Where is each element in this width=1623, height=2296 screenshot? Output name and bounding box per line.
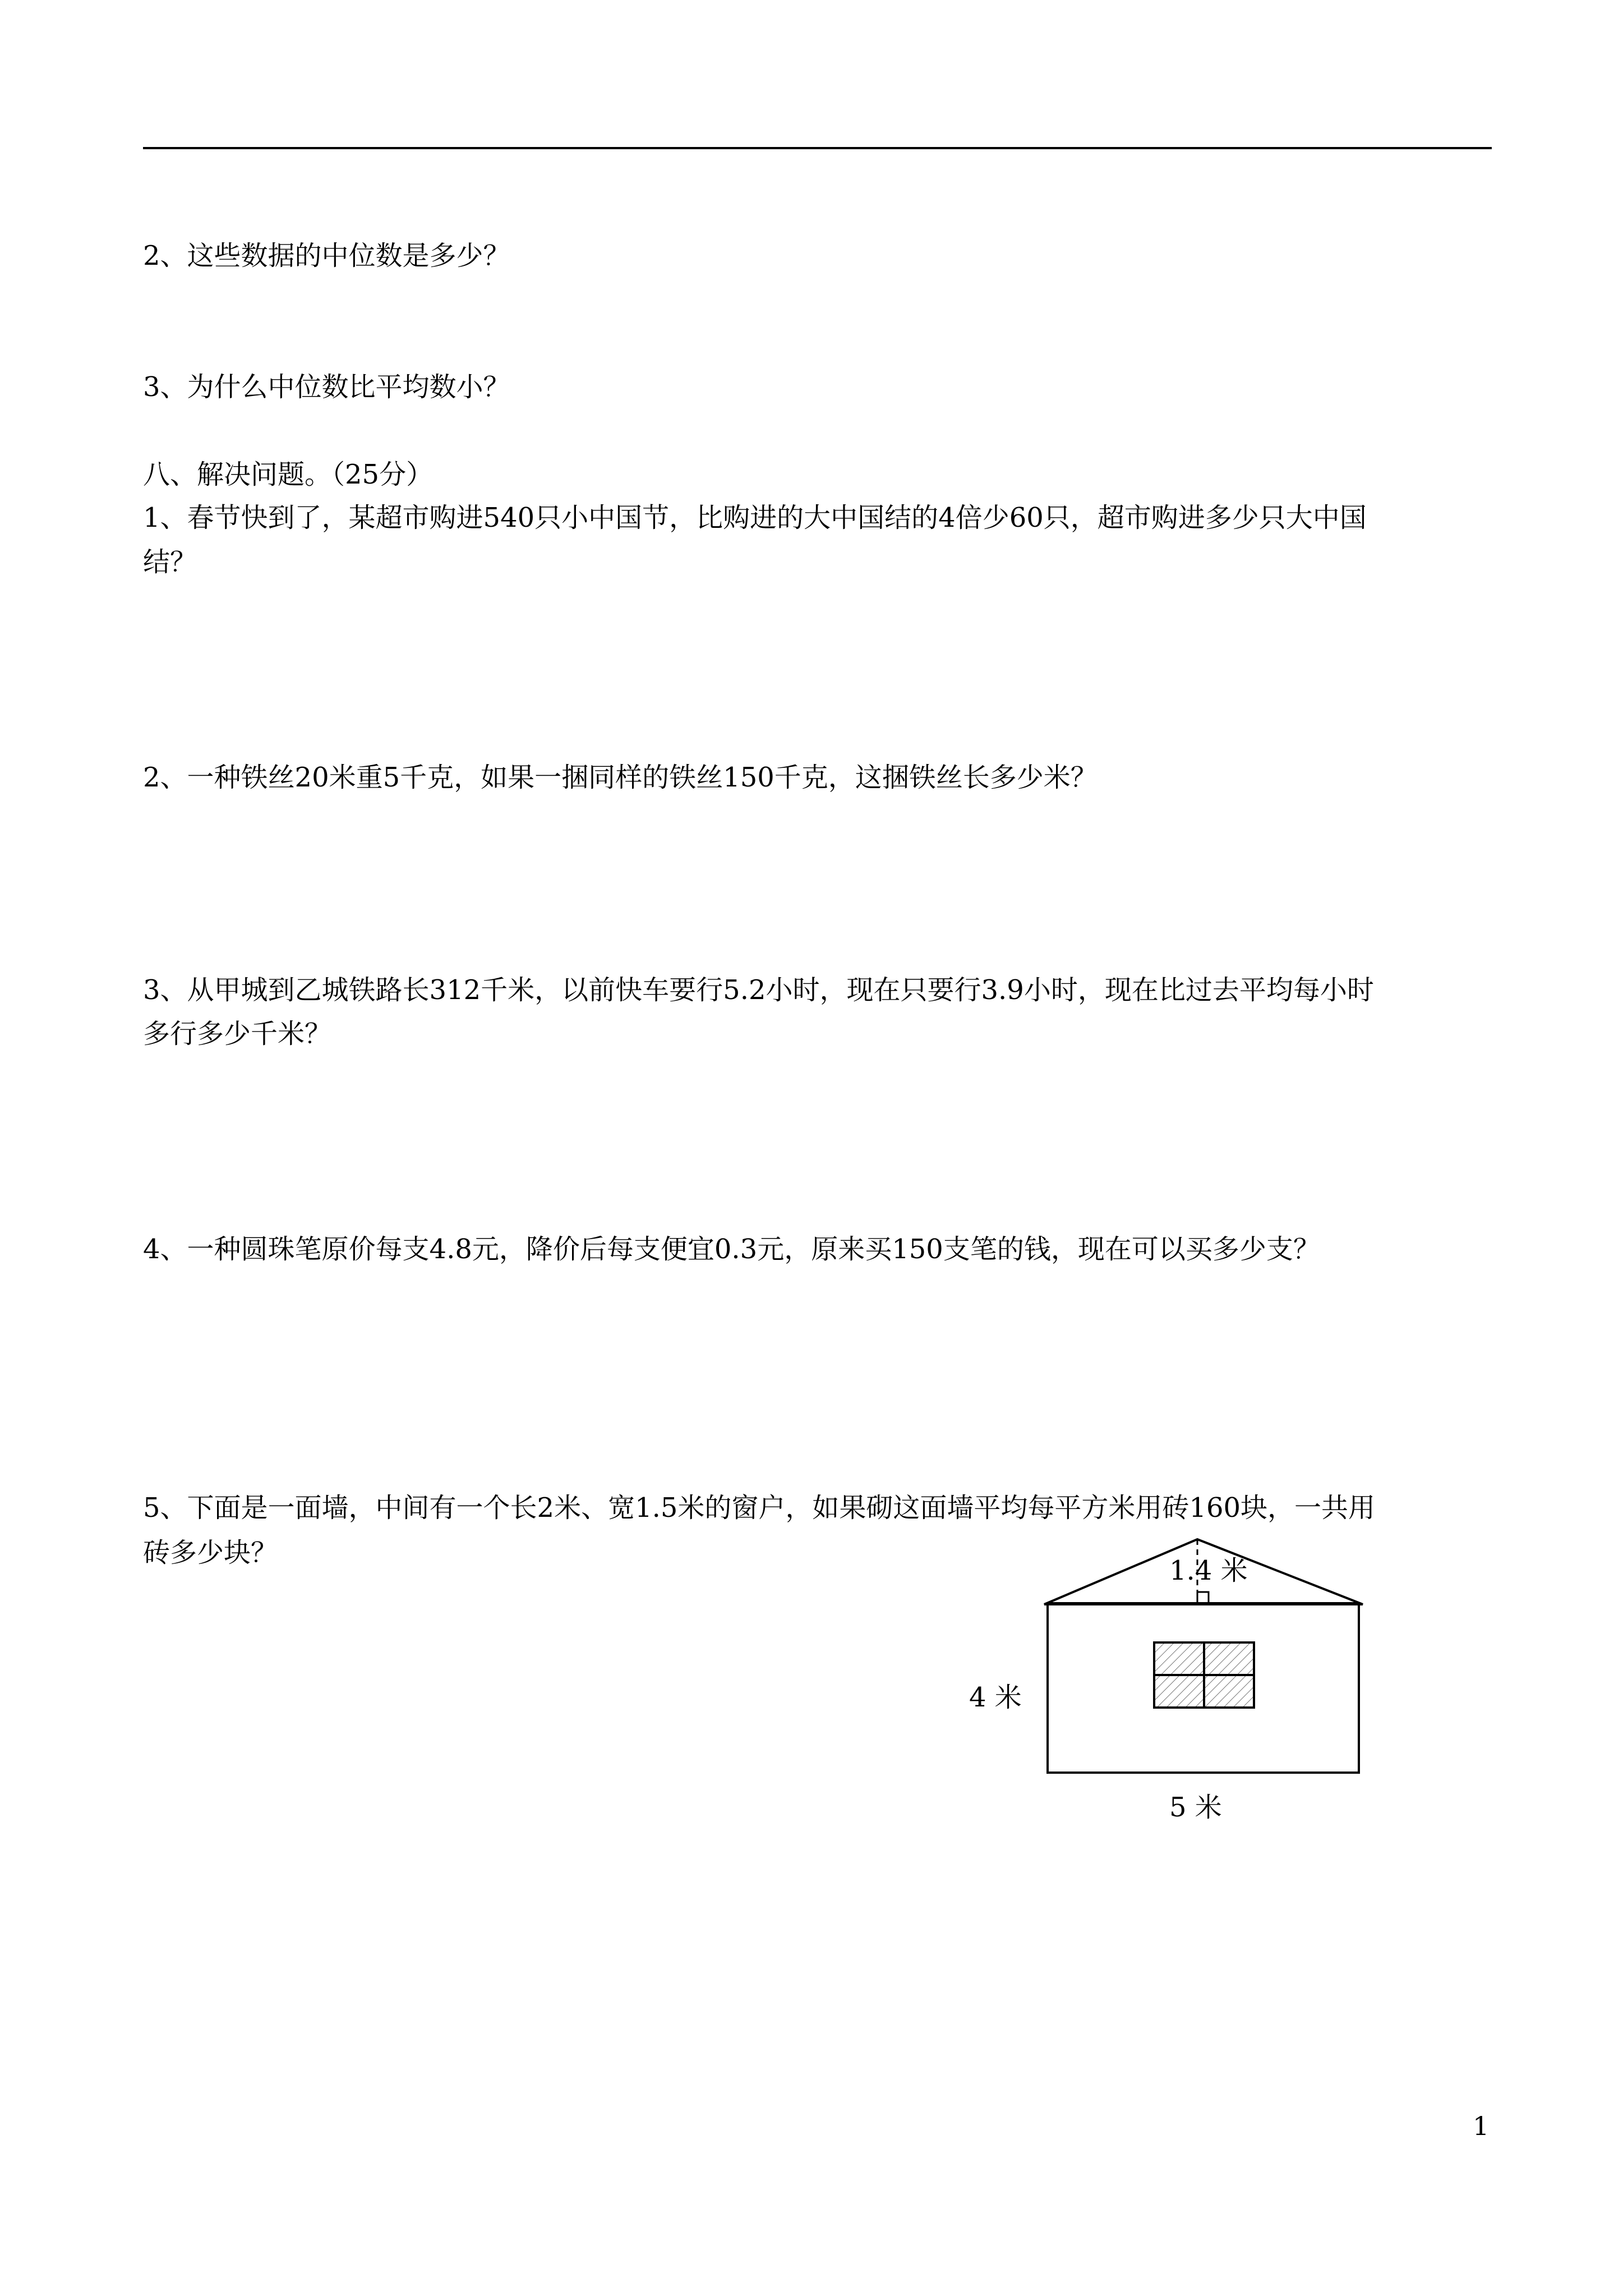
problem-3-line-2: 多行多少千米？ xyxy=(143,1018,332,1050)
problem-1-line-1: 1、春节快到了，某超市购进540只小中国节，比购进的大中国结的4倍少60只，超市购进多少只大中国 xyxy=(143,502,1367,533)
problem-4: 4、一种圆珠笔原价每支4.8元，降价后每支便宜0.3元，原来买150支笔的钱，现在可以买多少支？ xyxy=(143,1234,1320,1265)
problem-3-line-1: 3、从甲城到乙城铁路长312千米，以前快车要行5.2小时，现在只要行3.9小时，现在比过去平均每小时 xyxy=(143,974,1374,1006)
problem-2: 2、一种铁丝20米重5千克，如果一捆同样的铁丝150千克，这捆铁丝长多少米？ xyxy=(143,762,1098,793)
problem-5-line-1: 5、下面是一面墙，中间有一个长2米、宽1.5米的窗户，如果砌这面墙平均每平方米用砖160块，一共用 xyxy=(143,1492,1376,1524)
wall-width-label: 5 米 xyxy=(1169,1792,1222,1823)
stats-question-2: 2、这些数据的中位数是多少？ xyxy=(143,240,510,272)
problem-1-line-2: 结？ xyxy=(143,546,197,578)
stats-question-3: 3、为什么中位数比平均数小？ xyxy=(143,371,510,403)
wall-height-label: 4 米 xyxy=(969,1682,1022,1713)
header-rule xyxy=(143,147,1492,149)
problem-5-line-2: 砖多少块？ xyxy=(143,1537,278,1568)
section-heading: 八、解决问题。（25分） xyxy=(143,459,434,490)
roof-height-label: 1.4 米 xyxy=(1169,1555,1248,1586)
page-number: 1 xyxy=(1473,2111,1490,2141)
right-angle-marker xyxy=(1197,1592,1209,1603)
